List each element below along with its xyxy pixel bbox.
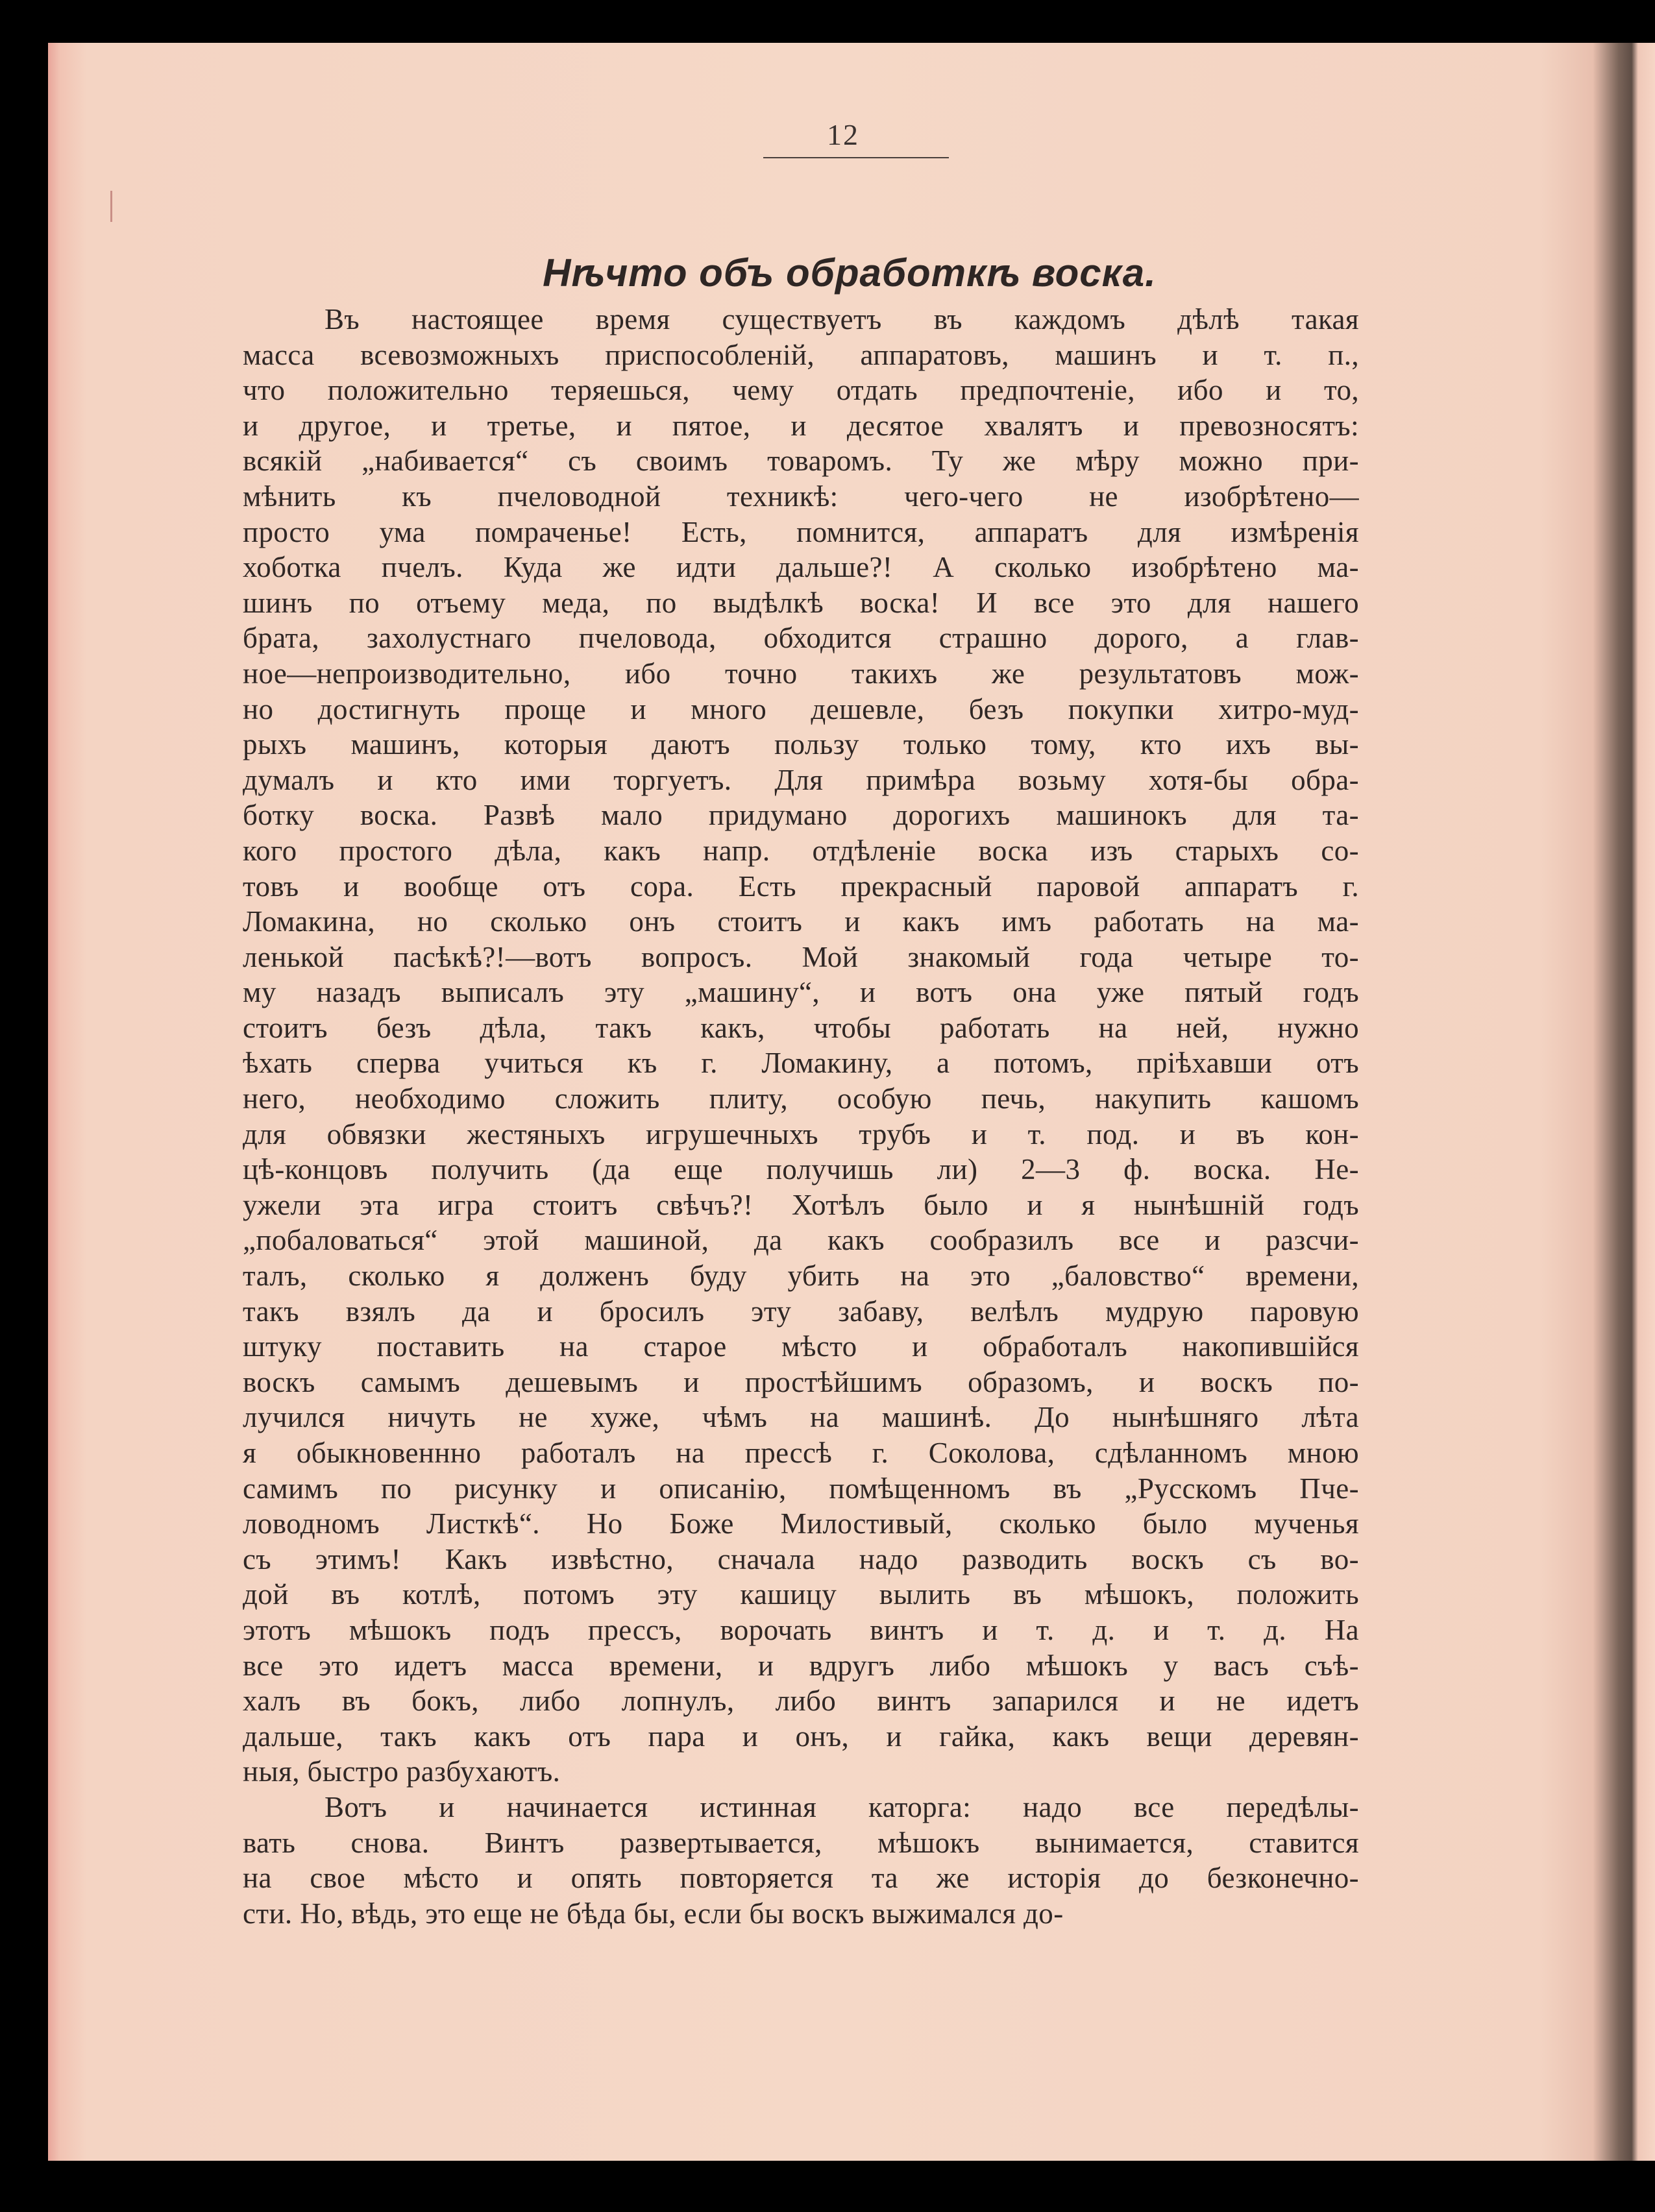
- text-line: самимъ по рисунку и описанію, помѣщенномъ въ „Русскомъ Пче-: [243, 1472, 1359, 1505]
- text-line: Ломакина, но сколько онъ стоитъ и какъ имъ работать на ма-: [243, 905, 1359, 938]
- text-line: ленькой пасѣкѣ?!—вотъ вопросъ. Мой знакомый года четыре то-: [243, 940, 1359, 973]
- text-line: му назадъ выписалъ эту „машину“, и вотъ она уже пятый годъ: [243, 976, 1359, 1009]
- text-line: штуку поставить на старое мѣсто и обработалъ накопившійся: [243, 1330, 1359, 1363]
- text-line: лучился ничуть не хуже, чѣмъ на машинѣ. До нынѣшняго лѣта: [243, 1401, 1359, 1434]
- paragraph: [243, 302, 1359, 1790]
- text-line: ныя, быстро разбухаютъ.: [243, 1755, 561, 1788]
- text-line: масса всевозможныхъ приспособленій, аппаратовъ, машинъ и т. п.,: [243, 338, 1359, 371]
- text-line: рыхъ машинъ, которыя даютъ пользу только тому, кто ихъ вы-: [243, 728, 1359, 761]
- page-number: 12: [827, 118, 859, 151]
- text-line: и другое, и третье, и пятое, и десятое хвалятъ и превозносятъ:: [243, 409, 1359, 442]
- text-line: талъ, сколько я долженъ буду убить на это „баловство“ времени,: [243, 1259, 1359, 1293]
- text-line: него, необходимо сложить плиту, особую печь, накупить кашомъ: [243, 1082, 1359, 1115]
- text-line: съ этимъ! Какъ извѣстно, сначала надо разводить воскъ съ во-: [243, 1542, 1359, 1575]
- text-line: ботку воска. Развѣ мало придумано дорогихъ машинокъ для та-: [243, 799, 1359, 832]
- text-line: я обыкновеннно работалъ на прессѣ г. Соколова, сдѣланномъ мною: [243, 1437, 1359, 1469]
- text-line: всякій „набивается“ съ своимъ товаромъ. Ту же мѣру можно при-: [243, 444, 1359, 478]
- text-line: Вотъ и начинается истинная каторга: надо все передѣлы-: [325, 1790, 1359, 1823]
- text-line: что положительно теряешься, чему отдать предпочтеніе, ибо и то,: [243, 374, 1359, 407]
- text-line: мѣнить къ пчеловодной техникѣ: чего-чего не изобрѣтено—: [243, 480, 1359, 513]
- text-line: Въ настоящее время существуетъ въ каждомъ дѣлѣ такая: [325, 303, 1359, 335]
- text-line: сти. Но, вѣдь, это еще не бѣда бы, если бы воскъ выжимался до-: [243, 1897, 1064, 1930]
- page-number-rule: [763, 157, 949, 158]
- text-line: кого простого дѣла, какъ напр. отдѣленіе воска изъ старыхъ со-: [243, 834, 1359, 867]
- text-line: товъ и вообще отъ сора. Есть прекрасный паровой аппаратъ г.: [243, 869, 1359, 903]
- paragraph: [243, 1790, 1359, 1931]
- text-line: этотъ мѣшокъ подъ прессъ, ворочать винтъ и т. д. и т. д. На: [243, 1613, 1359, 1646]
- text-line: на свое мѣсто и опять повторяется та же исторія до безконечно-: [243, 1862, 1359, 1895]
- text-line: стоитъ безъ дѣла, такъ какъ, чтобы работать на ней, нужно: [243, 1011, 1359, 1044]
- text-line: для обвязки жестяныхъ игрушечныхъ трубъ и т. под. и въ кон-: [243, 1117, 1359, 1150]
- text-line: но достигнуть проще и много дешевле, безъ покупки хитро-муд-: [243, 692, 1359, 725]
- text-line: шинъ по отъему меда, по выдѣлкѣ воска! И все это для нашего: [243, 586, 1359, 619]
- article-body: [243, 302, 1359, 1931]
- text-line: ужели эта игра стоитъ свѣчъ?! Хотѣлъ было и я нынѣшній годъ: [243, 1188, 1359, 1221]
- text-line: ловодномъ Листкѣ“. Но Боже Милостивый, сколько было мученья: [243, 1507, 1359, 1540]
- text-line: ѣхать сперва учиться къ г. Ломакину, а потомъ, пріѣхавши отъ: [243, 1047, 1359, 1080]
- text-line: все это идетъ масса времени, и вдругъ либо мѣшокъ у васъ съѣ-: [243, 1649, 1359, 1682]
- text-line: дой въ котлѣ, потомъ эту кашицу вылить въ мѣшокъ, положить: [243, 1578, 1359, 1611]
- text-line: брата, захолустнаго пчеловода, обходится страшно дорого, а глав-: [243, 622, 1359, 655]
- text-line: ное—непроизводительно, ибо точно такихъ же результатовъ мож-: [243, 657, 1359, 690]
- text-line: воскъ самымъ дешевымъ и простѣйшимъ образомъ, и воскъ по-: [243, 1365, 1359, 1398]
- text-line: вать снова. Винтъ развертывается, мѣшокъ вынимается, ставится: [243, 1826, 1359, 1859]
- text-line: дальше, такъ какъ отъ пара и онъ, и гайка, какъ вещи деревян-: [243, 1720, 1359, 1753]
- text-line: цѣ-концовъ получить (да еще получишь ли) 2—3 ф. воска. Не-: [243, 1153, 1359, 1186]
- article-title: Нѣчто объ обработкѣ воска.: [543, 251, 1157, 295]
- text-line: халъ въ бокъ, либо лопнулъ, либо винтъ запарился и не идетъ: [243, 1684, 1359, 1718]
- page-edge-mark: [110, 191, 112, 222]
- text-line: „побаловаться“ этой машиной, да какъ сообразилъ все и разсчи-: [243, 1224, 1359, 1257]
- text-line: просто ума помраченье! Есть, помнится, аппаратъ для измѣренія: [243, 515, 1359, 548]
- text-line: такъ взялъ да и бросилъ эту забаву, велѣлъ мудрую паровую: [243, 1294, 1359, 1328]
- text-line: хоботка пчелъ. Куда же идти дальше?! А сколько изобрѣтено ма-: [243, 551, 1359, 584]
- text-line: думалъ и кто ими торгуетъ. Для примѣра возьму хотя-бы обра-: [243, 763, 1359, 796]
